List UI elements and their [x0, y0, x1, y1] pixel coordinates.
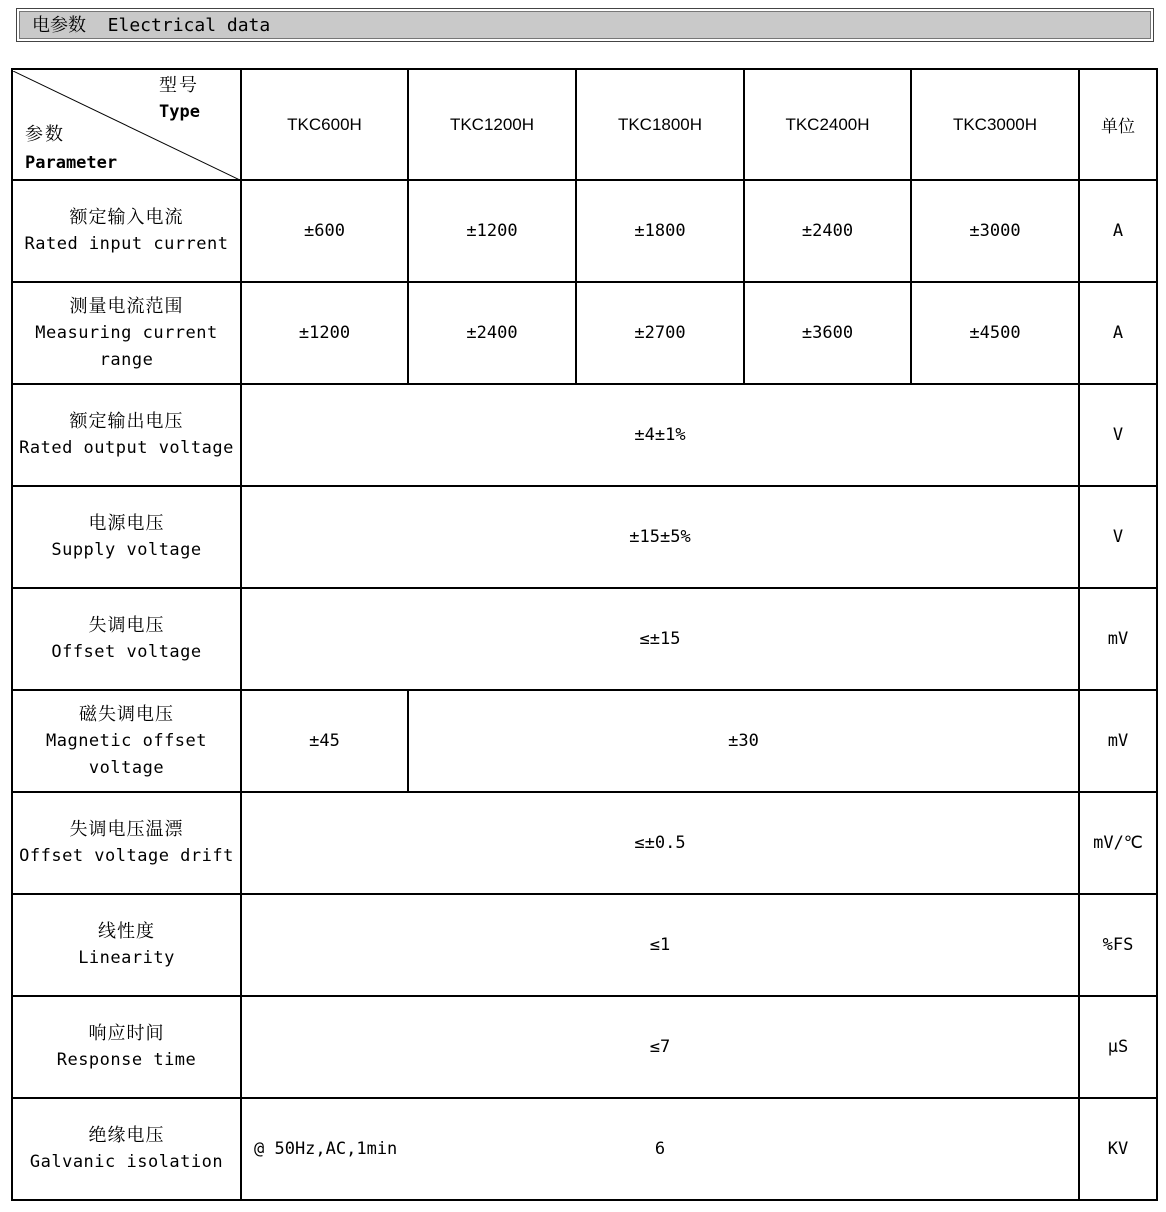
table-row: [12, 690, 1157, 792]
parameter-name-en: Offset voltage drift: [19, 846, 234, 866]
table-row: [12, 894, 1157, 996]
unit-cell: V: [1079, 486, 1157, 588]
parameter-name-en: Rated output voltage: [19, 438, 234, 458]
section-title: 电参数 Electrical data: [19, 11, 1151, 39]
unit-cell: KV: [1079, 1098, 1157, 1200]
value-cell: ±4±1%: [241, 384, 1079, 486]
parameter-name: [12, 1098, 241, 1200]
value-cell: ±600: [241, 180, 408, 282]
value-cell: ±3600: [744, 282, 911, 384]
parameter-header-zh: 参数: [25, 123, 65, 145]
table-row: [12, 588, 1157, 690]
table-row: [12, 1098, 1157, 1200]
type-header-zh: 型号: [159, 74, 200, 96]
parameter-name: [12, 996, 241, 1098]
unit-cell: mV: [1079, 588, 1157, 690]
table-row: [12, 486, 1157, 588]
type-header-en: Type: [159, 101, 200, 122]
model-header: TKC2400H: [744, 69, 911, 180]
unit-cell: A: [1079, 282, 1157, 384]
unit-cell: μS: [1079, 996, 1157, 1098]
table-row: [12, 282, 1157, 384]
value-cell: ±1800: [576, 180, 744, 282]
value-cell: ±30: [408, 690, 1079, 792]
parameter-name-zh: 电源电压: [88, 513, 165, 534]
parameter-name-en: Measuring current range: [35, 322, 218, 370]
parameter-name-en: Galvanic isolation: [29, 1152, 224, 1172]
parameter-name-zh: 额定输入电流: [69, 207, 184, 228]
section-title-bar: [16, 8, 1154, 42]
model-header: TKC600H: [241, 69, 408, 180]
unit-cell: A: [1079, 180, 1157, 282]
parameter-name-zh: 额定输出电压: [69, 411, 184, 432]
value-cell: ±1200: [241, 282, 408, 384]
parameter-name-en: Offset voltage: [51, 642, 202, 662]
parameter-name: [12, 792, 241, 894]
test-condition-note: @ 50Hz,AC,1min: [254, 1139, 398, 1159]
parameter-name-zh: 绝缘电压: [88, 1125, 165, 1146]
value-cell: ±15±5%: [241, 486, 1079, 588]
value-cell: ±4500: [911, 282, 1079, 384]
parameter-name-zh: 失调电压: [88, 615, 165, 636]
model-header: TKC1800H: [576, 69, 744, 180]
parameter-header-en: Parameter: [25, 152, 118, 173]
header-row: [12, 69, 1157, 180]
parameter-name: [12, 282, 241, 384]
value-cell: ±45: [241, 690, 408, 792]
parameter-name: [12, 690, 241, 792]
unit-cell: mV: [1079, 690, 1157, 792]
value-cell: ≤±0.5: [241, 792, 1079, 894]
table-row: [12, 792, 1157, 894]
parameter-name-en: Linearity: [78, 948, 175, 968]
model-header: TKC3000H: [911, 69, 1079, 180]
unit-header: 单位: [1079, 69, 1157, 180]
unit-cell: mV/℃: [1079, 792, 1157, 894]
type-header: [159, 73, 200, 125]
parameter-name: [12, 180, 241, 282]
value-cell: ≤±15: [241, 588, 1079, 690]
parameter-name: [12, 588, 241, 690]
model-header: TKC1200H: [408, 69, 576, 180]
parameter-name-en: Supply voltage: [51, 540, 202, 560]
table-row: [12, 180, 1157, 282]
value-cell: ±2400: [744, 180, 911, 282]
parameter-name-zh: 响应时间: [88, 1023, 165, 1044]
header-corner-cell: [12, 69, 241, 180]
value-cell: ≤7: [241, 996, 1079, 1098]
parameter-name-zh: 失调电压温漂: [69, 819, 184, 840]
parameter-name-zh: 测量电流范围: [69, 295, 184, 317]
value-cell: ±1200: [408, 180, 576, 282]
value-cell: ≤1: [241, 894, 1079, 996]
parameter-name-en: Rated input current: [24, 234, 229, 254]
unit-cell: V: [1079, 384, 1157, 486]
isolation-value-cell: [241, 1098, 1079, 1200]
value-cell: ±2400: [408, 282, 576, 384]
parameter-name-zh: 线性度: [98, 921, 155, 942]
table-row: [12, 996, 1157, 1098]
value-cell: ±3000: [911, 180, 1079, 282]
value-cell: ±2700: [576, 282, 744, 384]
value-cell: 6: [654, 1139, 666, 1159]
parameter-name-en: Response time: [56, 1050, 197, 1070]
parameter-name-zh: 磁失调电压: [79, 703, 174, 725]
parameter-header: [25, 121, 117, 177]
electrical-data-table: [11, 68, 1158, 1201]
parameter-name-en: Magnetic offset voltage: [45, 730, 208, 778]
unit-cell: %FS: [1079, 894, 1157, 996]
parameter-name: [12, 486, 241, 588]
parameter-name: [12, 384, 241, 486]
parameter-name: [12, 894, 241, 996]
table-row: [12, 384, 1157, 486]
